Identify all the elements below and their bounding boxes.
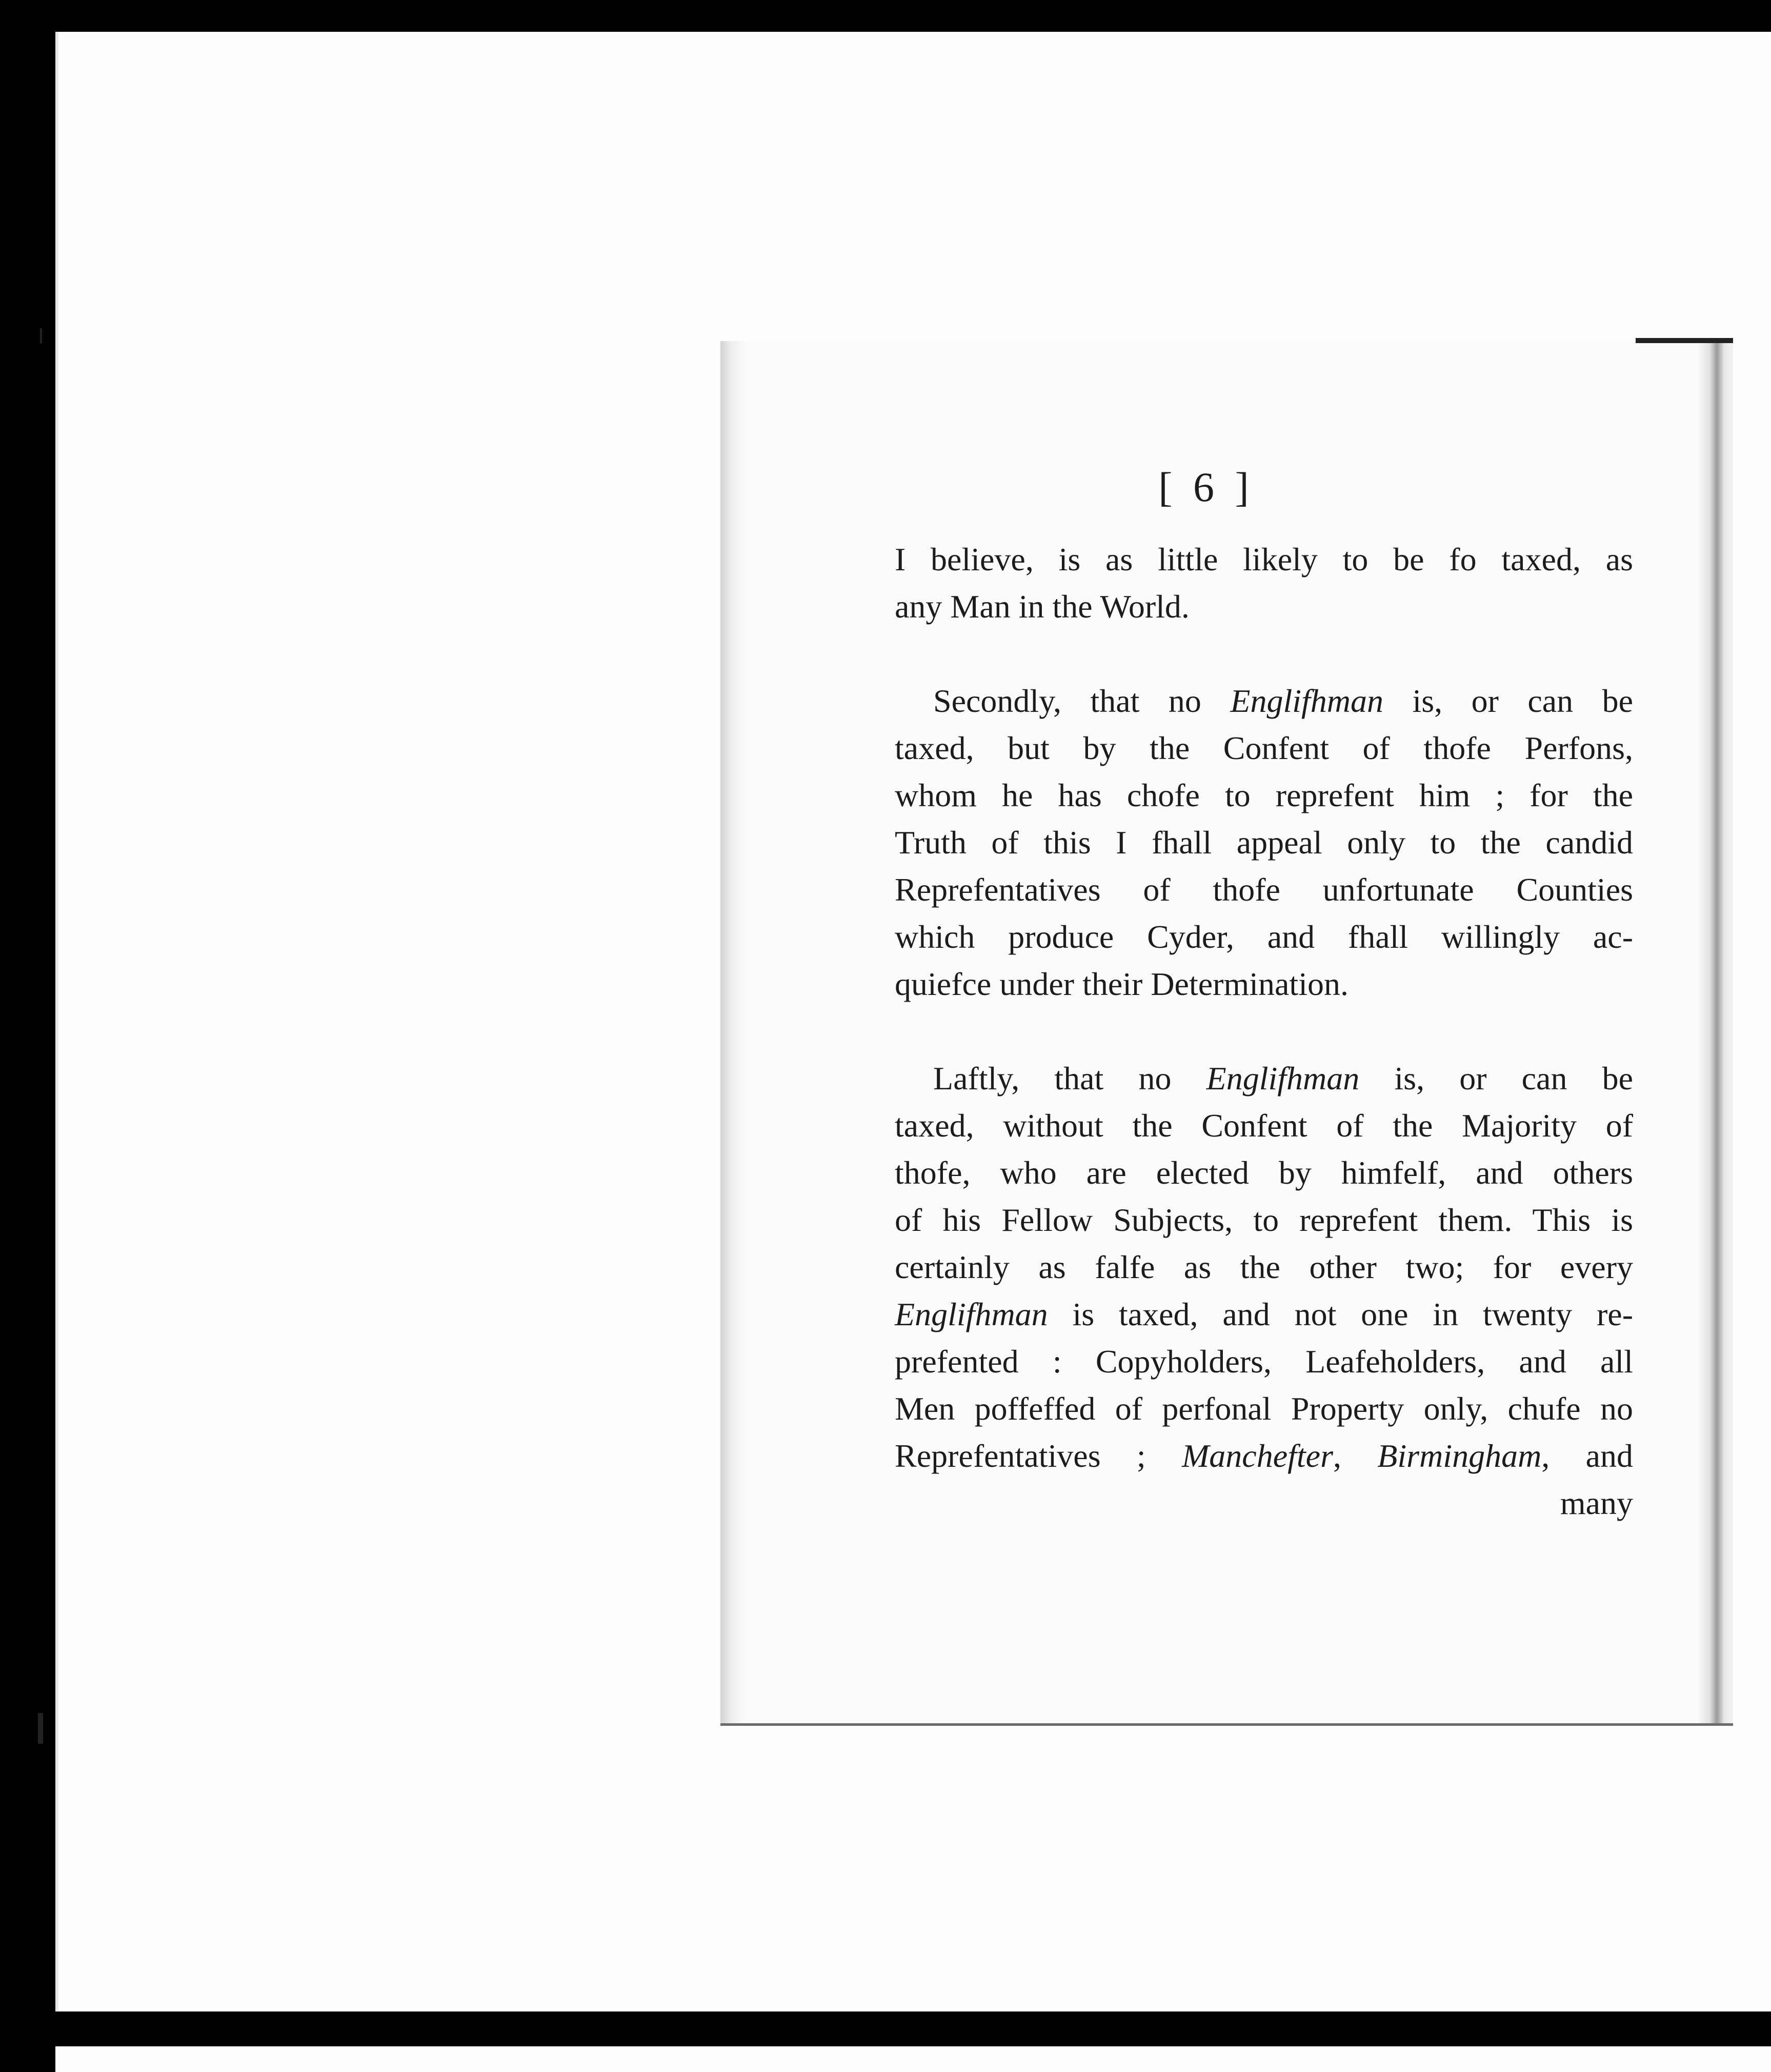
paragraph: [895, 678, 1633, 1008]
text-segment: Reprefentatives of thofe unfortunate Counties: [895, 871, 1633, 908]
page-gutter-shadow: [720, 341, 746, 1723]
book-page: [720, 341, 1733, 1726]
text-segment: quiefce under their Determination.: [895, 966, 1349, 1002]
text-line: [895, 1102, 1633, 1149]
text-line: [895, 1385, 1633, 1432]
text-line: [895, 536, 1633, 583]
italic-text: Birmingham: [1377, 1438, 1542, 1474]
text-segment: Laftly, that no: [933, 1060, 1206, 1097]
italic-text: Manchefter: [1181, 1438, 1333, 1474]
text-line: [895, 819, 1633, 866]
text-line: [895, 913, 1633, 961]
text-line: [895, 866, 1633, 913]
text-segment: which produce Cyder, and fhall willingly ac-: [895, 919, 1633, 955]
text-line: [895, 1244, 1633, 1291]
top-edge-rule: [1636, 338, 1733, 343]
text-line: [895, 1149, 1633, 1197]
text-segment: any Man in the World.: [895, 588, 1190, 625]
text-segment: prefented : Copyholders, Leafeholders, and all: [895, 1343, 1633, 1380]
text-line: [895, 678, 1633, 725]
text-segment: is taxed, and not one in twenty re-: [1048, 1296, 1633, 1332]
text-segment: , and: [1541, 1438, 1634, 1474]
text-segment: taxed, without the Confent of the Majority of: [895, 1107, 1633, 1144]
text-line: [895, 961, 1633, 1008]
paragraph: [895, 1055, 1633, 1527]
text-segment: thofe, who are elected by himfelf, and others: [895, 1154, 1633, 1191]
italic-text: Englifhman: [1230, 683, 1383, 719]
text-segment: is, or can be: [1383, 683, 1634, 719]
left-edge-marks: [36, 328, 51, 1764]
italic-text: Englifhman: [1206, 1060, 1360, 1097]
text-segment: whom he has chofe to reprefent him ; for the: [895, 777, 1633, 813]
text-segment: taxed, but by the Confent of thofe Perfons,: [895, 730, 1633, 766]
text-segment: of his Fellow Subjects, to reprefent them. This is: [895, 1202, 1633, 1238]
text-segment: Secondly, that no: [933, 683, 1231, 719]
text-line: [895, 772, 1633, 819]
page-right-edge-shadow: [1697, 341, 1733, 1723]
text-segment: Reprefentatives ;: [895, 1438, 1182, 1474]
text-segment: I believe, is as little likely to be fo taxed, as: [895, 541, 1633, 577]
page-number: [ 6 ]: [1158, 464, 1254, 510]
text-segment: is, or can be: [1359, 1060, 1634, 1097]
text-line: [895, 1338, 1633, 1385]
text-line: [895, 1432, 1633, 1480]
text-segment: Men poffeffed of perfonal Property only, chufe no: [895, 1390, 1633, 1427]
body-text: [895, 536, 1633, 1527]
text-line: [895, 1055, 1633, 1102]
text-line: [895, 583, 1633, 630]
text-segment: Truth of this I fhall appeal only to the candid: [895, 824, 1633, 861]
scanner-bottom-strip: [55, 2046, 1771, 2072]
catchword: many: [1560, 1485, 1633, 1521]
text-line: [895, 1291, 1633, 1338]
text-segment: ,: [1333, 1438, 1378, 1474]
text-line: [895, 1197, 1633, 1244]
paragraph: [895, 536, 1633, 630]
italic-text: Englifhman: [895, 1296, 1048, 1332]
text-segment: certainly as falfe as the other two; for every: [895, 1249, 1633, 1285]
text-line: [895, 725, 1633, 772]
